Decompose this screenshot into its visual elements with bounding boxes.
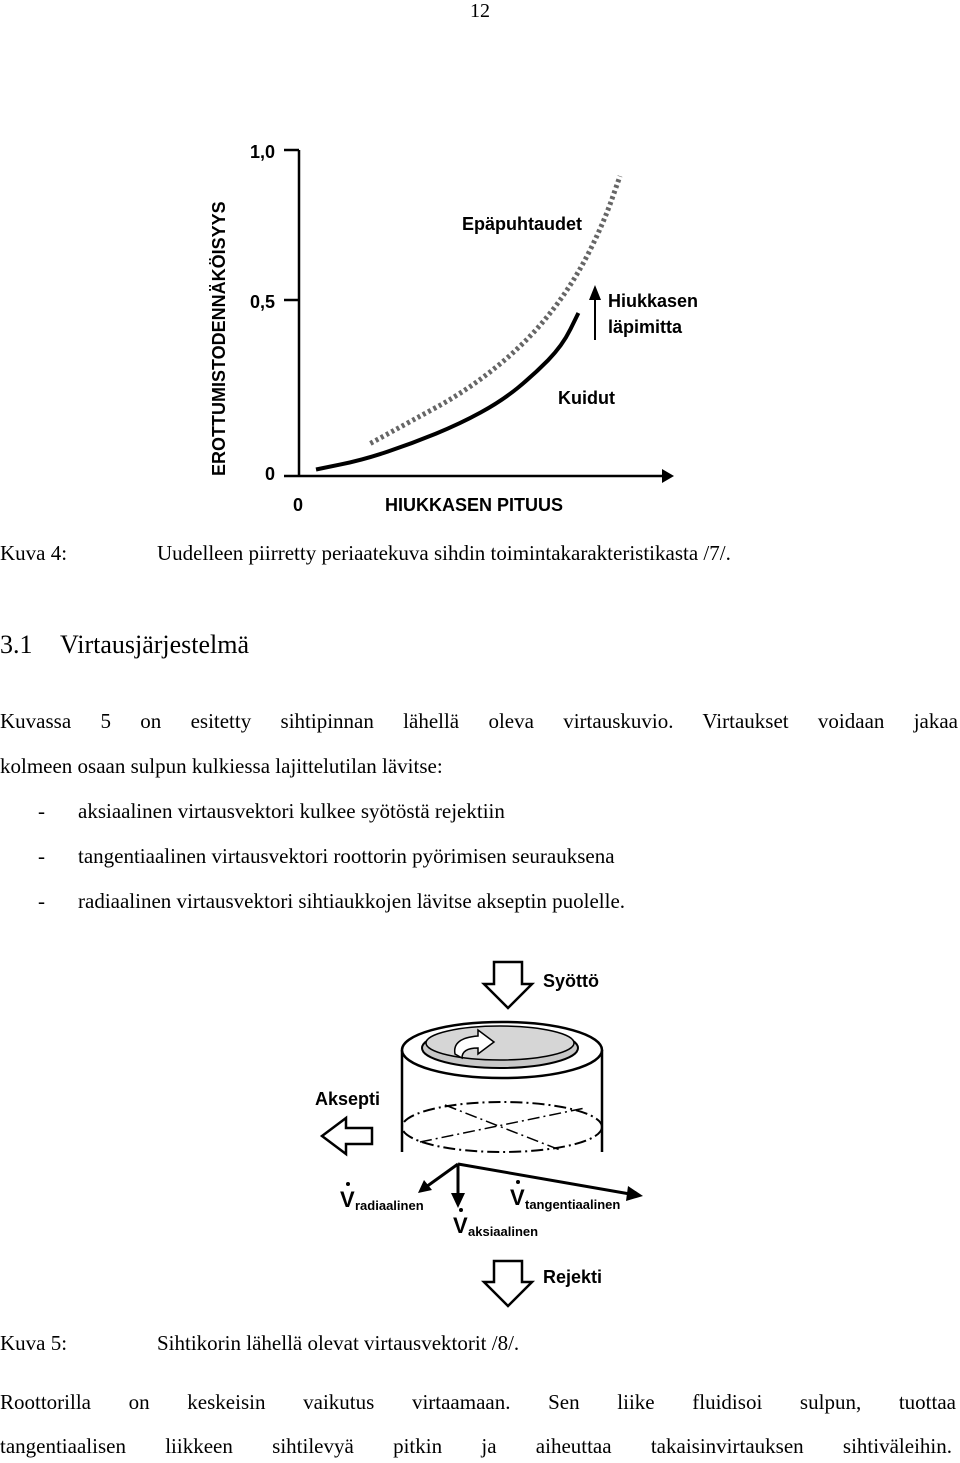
vector-radial-arrowhead bbox=[418, 1180, 432, 1193]
vector-tangential-subscript: tangentiaalinen bbox=[525, 1197, 621, 1212]
y-axis-label: EROTTUMISTODENNÄKÖISYYS bbox=[209, 201, 229, 476]
list-item: tangentiaalinen virtausvektori roottorin pyörimisen seurauksena bbox=[78, 844, 615, 868]
vector-radial-symbol: V bbox=[340, 1187, 355, 1212]
reject-label: Rejekti bbox=[543, 1267, 603, 1287]
vector-axial-symbol: V bbox=[453, 1213, 468, 1238]
figure4-chart bbox=[0, 0, 960, 530]
vector-tangential-line bbox=[458, 1164, 630, 1194]
vector-radial-line bbox=[426, 1164, 458, 1187]
cross-section-diagonal bbox=[445, 1105, 560, 1150]
paragraph-line: tangentiaalisen liikkeen sihtilevyä pitkin ja aiheuttaa takaisinvirtauksen sihtiväleihin. bbox=[0, 1434, 952, 1458]
x-axis-label: HIUKKASEN PITUUS bbox=[385, 495, 564, 515]
series-label-kuidut: Kuidut bbox=[558, 388, 615, 408]
list-dash: - bbox=[38, 889, 45, 913]
feed-arrow bbox=[484, 962, 532, 1008]
vector-axial-subscript: aksiaalinen bbox=[468, 1224, 539, 1239]
reject-arrow bbox=[484, 1261, 532, 1306]
section-number: 3.1 bbox=[0, 630, 33, 659]
list-item: aksiaalinen virtausvektori kulkee syötöstä rejektiin bbox=[78, 799, 505, 823]
vector-tangential-symbol: V bbox=[510, 1185, 525, 1210]
figure4-caption-label: Kuva 4: bbox=[0, 541, 68, 565]
paragraph-line: Roottorilla on keskeisin vaikutus virtaamaan. Sen liike fluidisoi sulpun, tuottaa bbox=[0, 1390, 956, 1414]
series-label-epapuhtaudet: Epäpuhtaudet bbox=[462, 214, 582, 234]
paragraph-line: Kuvassa 5 on esitetty sihtipinnan lähellä oleva virtauskuvio. Virtaukset voidaan jakaa bbox=[0, 709, 958, 733]
rotor-disc-top bbox=[426, 1026, 574, 1060]
vector-radial-subscript: radiaalinen bbox=[355, 1198, 424, 1213]
annotation-hiukkasen: Hiukkasen bbox=[608, 291, 699, 311]
vector-tangential-arrowhead bbox=[626, 1186, 643, 1201]
feed-label: Syöttö bbox=[543, 971, 599, 991]
page-number: 12 bbox=[470, 0, 490, 22]
list-dash: - bbox=[38, 799, 45, 823]
y-tick-label: 1,0 bbox=[250, 142, 276, 162]
dot-accent bbox=[459, 1208, 463, 1212]
accept-label: Aksepti bbox=[315, 1089, 381, 1109]
annotation-lapimitta: läpimitta bbox=[608, 317, 683, 337]
annotation-arrowhead bbox=[589, 285, 601, 300]
y-tick-label: 0 bbox=[265, 464, 276, 484]
vector-axial-arrowhead bbox=[451, 1193, 465, 1208]
dot-accent bbox=[516, 1180, 520, 1184]
dot-accent bbox=[346, 1182, 350, 1186]
figure5-caption-label: Kuva 5: bbox=[0, 1331, 68, 1355]
curve-kuidut bbox=[316, 313, 578, 470]
list-item: radiaalinen virtausvektori sihtiaukkojen lävitse akseptin puolelle. bbox=[78, 889, 626, 913]
figure5-caption-text: Sihtikorin lähellä olevat virtausvektorit /8/. bbox=[157, 1331, 520, 1355]
y-tick-label: 0,5 bbox=[250, 292, 276, 312]
cross-section-diagonal bbox=[420, 1108, 585, 1142]
figure4-caption-text: Uudelleen piirretty periaatekuva sihdin toimintakarakteristikasta /7/. bbox=[157, 541, 731, 565]
x-tick-label: 0 bbox=[293, 495, 304, 515]
list-dash: - bbox=[38, 844, 45, 868]
accept-arrow bbox=[322, 1118, 372, 1154]
x-axis-arrowhead bbox=[662, 469, 674, 483]
section-title: Virtausjärjestelmä bbox=[60, 630, 250, 659]
paragraph-line: kolmeen osaan sulpun kulkiessa lajittelutilan lävitse: bbox=[0, 754, 443, 778]
figure5-diagram bbox=[0, 950, 960, 1320]
